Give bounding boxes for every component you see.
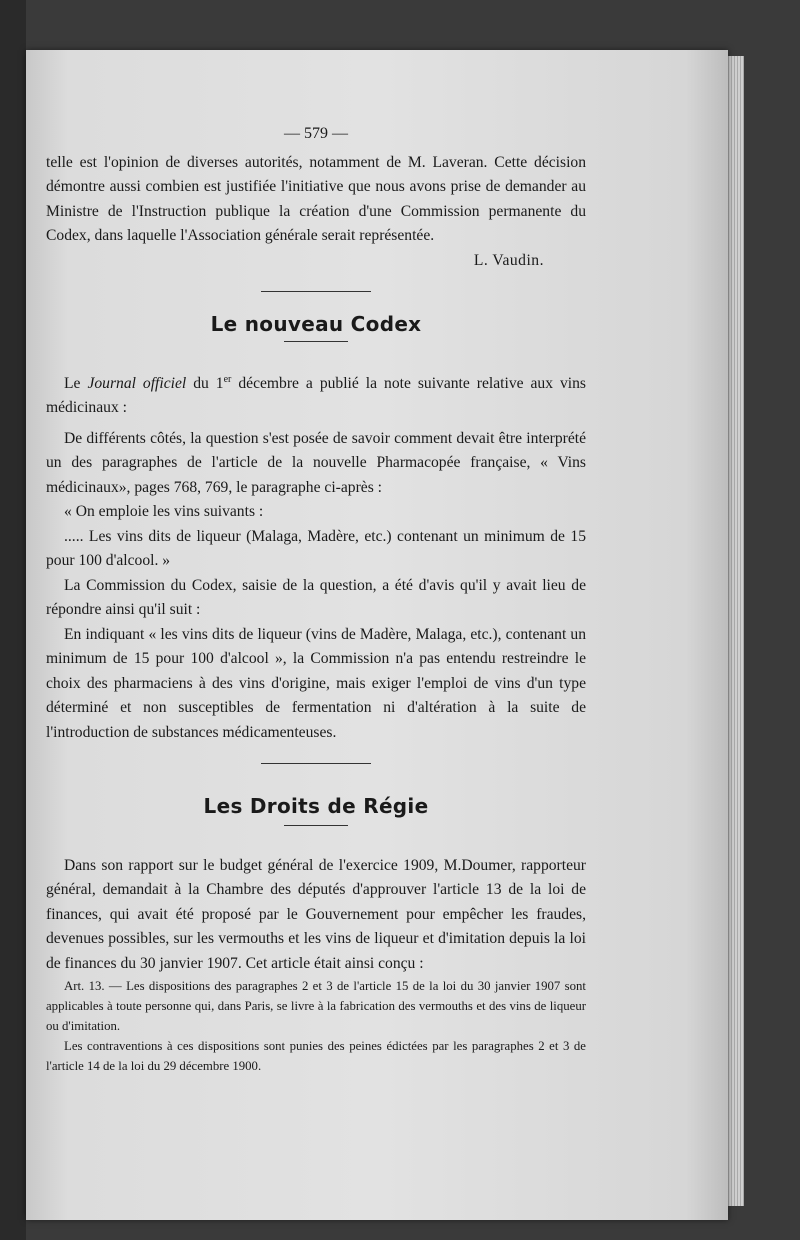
- paragraph-regie-report: Dans son rapport sur le budget général de l'exercice 1909, M.Doumer, rapporteur général, demandait à la Chambre des députés d'approuver l'article 13 de la loi de finances, qui avait été proposé par le Gouvernement pour empêcher les fraudes, devenues possibles, sur les vermouths et les vins de liqueur et d'imitation depuis la loi de finances du 30 janvier 1907. Cet article était ainsi conçu :: [46, 856, 586, 972]
- page-edges: [726, 56, 744, 1206]
- section-title-regie: Les Droits de Régie: [203, 794, 429, 818]
- paragraph-codex-answer: En indiquant « les vins dits de liqueur (vins de Madère, Malaga, etc.), contenant un minimum de 15 pour 100 d'alcool », la Commission n'a pas entendu restreindre le choix des pharmaciens à des vins d'origine, mais exiger l'emploi de vins d'un type déterminé et non susceptibles de fermentation ni d'altération à la suite de l'introduction de substances médicamenteuses.: [46, 625, 586, 741]
- paragraph-codex-quote-1: « On emploie les vins suivants :: [64, 503, 264, 520]
- page-content: [46, 122, 586, 1076]
- author-signature: L. Vaudin.: [473, 251, 544, 269]
- paragraph-regie-article: Art. 13. — Les dispositions des paragraphes 2 et 3 de l'article 15 de la loi du 30 janvier 1907 sont applicables à toute personne qui, dans Paris, se livre à la fabrication des vermouths et des vins de liqueur ou d'imitation.: [46, 979, 586, 1033]
- paragraph-codex-intro: Le Journal officiel du 1er décembre a publié la note suivante relative aux vins médicinaux :: [46, 373, 587, 416]
- paragraph-codex-question: De différents côtés, la question s'est posée de savoir comment devait être interprété un des paragraphes de l'article de la nouvelle Pharmacopée française, « Vins médicinaux», pages 768, 769, le paragraphe ci-après :: [46, 429, 586, 496]
- page-number: — 579 —: [284, 125, 348, 142]
- paragraph-codex-quote-2: ..... Les vins dits de liqueur (Malaga, Madère, etc.) contenant un minimum de 15 pour 100 d'alcool. »: [46, 527, 586, 569]
- paragraph-regie-penalties: Les contraventions à ces dispositions sont punies des peines édictées par les paragraphes 2 et 3 de l'article 14 de la loi du 29 décembre 1900.: [46, 1039, 586, 1073]
- binding-shadow: [0, 0, 26, 1240]
- paragraph-codex-commission: La Commission du Codex, saisie de la question, a été d'avis qu'il y avait lieu de répondre ainsi qu'il suit :: [46, 576, 586, 618]
- section-title-codex: Le nouveau Codex: [210, 312, 422, 336]
- journal-name: Journal officiel: [87, 374, 187, 392]
- paragraph-opening: telle est l'opinion de diverses autorités, notamment de M. Laveran. Cette décision démontre aussi combien est justifiée l'initiative que nous avons prise de demander au Ministre de l'Instruction publique la création d'une Commission permanente du Codex, dans laquelle l'Association générale serait représentée.: [46, 153, 586, 244]
